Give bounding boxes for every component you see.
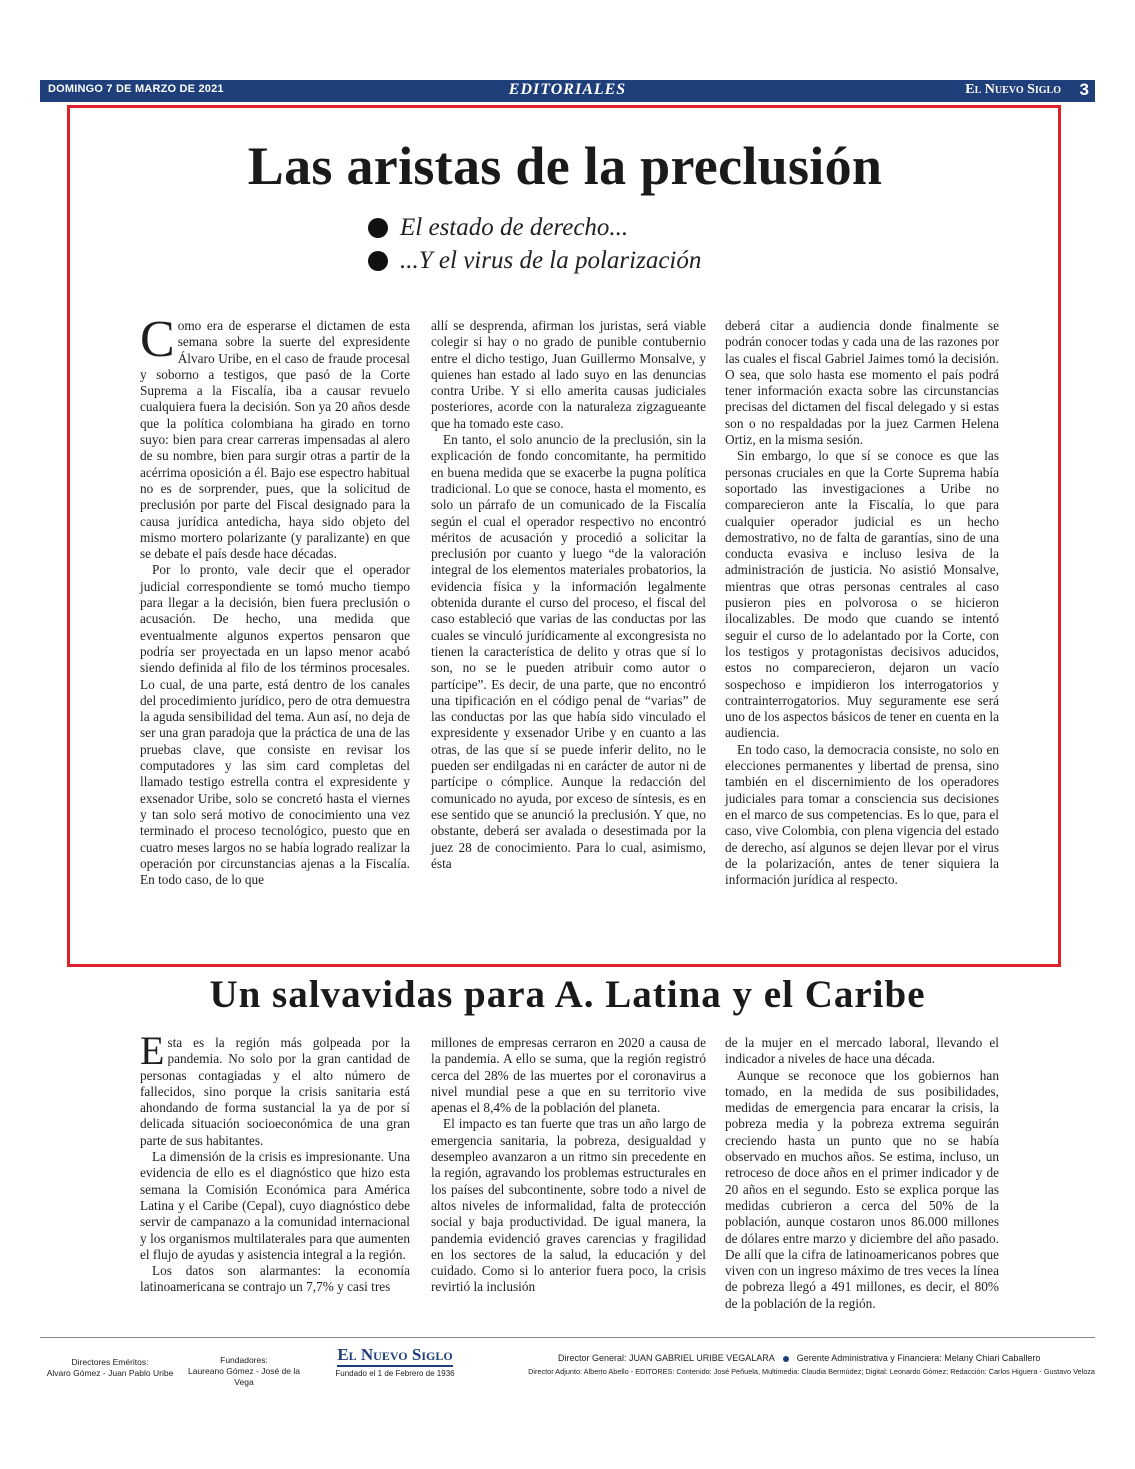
- paragraph: La dimensión de la crisis es impresionante. Una evidencia de ello es el diagnóstico que hizo esta semana la Comisión Económica para América Latina y el Caribe (Cepal), cuyo diagnóstico debe servir de campanazo a la comunidad internacional y los organismos multilaterales para que aumenten el flujo de ayudas y asistencia integral a la región.: [140, 1149, 410, 1262]
- editorial-1-column-2: [431, 318, 706, 872]
- paragraph: [140, 311, 410, 562]
- subhead-1: [368, 211, 868, 244]
- footer-emeritus: [40, 1357, 180, 1379]
- page-header: [40, 80, 1095, 102]
- footer-masthead-block: [325, 1345, 465, 1378]
- editorial-1-column-1: [140, 311, 410, 888]
- bullet-icon: [368, 218, 388, 238]
- paragraph: Los datos son alarmantes: la economía latinoamericana se contrajo un 7,7% y casi tres: [140, 1263, 410, 1295]
- paragraph: En tanto, el solo anuncio de la preclusión, sin la explicación de fondo concomitante, ha permitido en buena medida que se exacerbe la pugna política tradicional. Lo que se conoce, hasta el momento, es solo un párrafo de un comunicado de la Fiscalía según el cual el operador respectivo no encontró méritos de acusación y procedió a solicitar la preclusión por cuanto y luego “de la valoración integral de los elementos materiales probatorios, la evidencia física y la información legalmente obtenida durante el curso del proceso, el fiscal del caso estableció que varias de las conductas por las cuales se vinculó jurídicamente al excongresista no tienen la característica de delito y otras que sí lo son, no se le pueden atribuir como autor o partícipe”. Es decir, de una parte, que no encontró una tipificación en el código penal de “varias” de las conductas por las que había sido vinculado el expresidente y exsenador Uribe y en cuanto a las otras, de las que sí se puede inferir delito, no le pueden ser endilgadas ni en carácter de autor ni de partícipe o cómplice. Aunque la redacción del comunicado no ayuda, por exceso de síntesis, es en ese sentido que se anunció la preclusión. Y que, no obstante, deberá ser avalada o desestimada por la juez 28 de conocimiento. Para lo cual, asimismo, ésta: [431, 432, 706, 871]
- manager: Gerente Administrativa y Financiera: Melany Chiari Caballero: [796, 1353, 1041, 1363]
- footer: [40, 1345, 1095, 1385]
- editorial-1-title: Las aristas de la preclusión: [247, 136, 883, 196]
- footer-masthead-logo: El Nuevo Siglo: [337, 1345, 452, 1367]
- editorial-2-column-3: [725, 1035, 999, 1312]
- page-number: 3: [1079, 80, 1089, 99]
- footer-staff: [500, 1351, 1095, 1379]
- separator-dot-icon: [783, 1356, 789, 1362]
- paragraph-text: sta es la región más golpeada por la pandemia. No solo por la gran cantidad de personas contagiadas y el alto número de fallecidos, sino porque la crisis sanitaria está ahondando de forma sustancial la ya de por sí delicada situación socioeconómica de una gran parte de sus habitantes.: [140, 1035, 410, 1148]
- paragraph: [140, 1028, 410, 1149]
- editorial-1-subheads: [368, 211, 868, 277]
- section-title: EDITORIALES: [508, 81, 627, 98]
- paragraph: Sin embargo, lo que sí se conoce es que las personas cruciales en que la Corte Suprema había soportado las investigaciones a Uribe no comparecieron ante la Fiscalía, lo que para cualquier operador judicial es un hecho demostrativo, no de falta de garantías, sino de una conducta evasiva e incluso lesiva de la administración de justicia. No asistió Monsalve, mientras que otras personas centrales al caso pusieron pies en polvorosa o se hicieron ilocalizables. De modo que cuando se intentó seguir el curso de lo adelantado por la Corte, con los testigos y protagonistas decisivos aducidos, estos no comparecieron, dejaron un vacío sospechoso e impidieron los interrogatorios y contrainterrogatorios. Muy seguramente ese será uno de los aspectos básicos de tener en cuenta en la audiencia.: [725, 448, 999, 741]
- emeritus-names: Alvaro Gómez - Juan Pablo Uribe: [46, 1368, 174, 1378]
- header-date: DOMINGO 7 DE MARZO DE 2021: [48, 83, 224, 95]
- footer-rule: [40, 1337, 1095, 1338]
- subhead-2-text: ...Y el virus de la polarización: [400, 246, 702, 274]
- founders-names: Laureano Gómez - José de la Vega: [188, 1366, 300, 1387]
- editorial-2-column-1: [140, 1028, 410, 1296]
- footer-founders: [183, 1355, 305, 1388]
- dropcap: C: [140, 311, 175, 368]
- paragraph: deberá citar a audiencia donde finalmente se podrán conocer todas y cada una de las razones por las cuales el fiscal Gabriel Jaimes tomó la decisión. O sea, que solo hasta ese momento el país podrá tener información exacta sobre las circunstancias precisas del dictamen del fiscal delegado y si estas son o no respaldadas por la juez Carmen Helena Ortiz, en la misma sesión.: [725, 318, 999, 448]
- editorial-2-column-2: [431, 1035, 706, 1296]
- director-general: Director General: JUAN GABRIEL URIBE VEGALARA: [558, 1353, 775, 1363]
- founders-label: Fundadores:: [220, 1355, 268, 1365]
- dropcap: E: [140, 1028, 165, 1073]
- editorial-1-column-3: [725, 318, 999, 888]
- bullet-icon: [368, 251, 388, 271]
- paragraph: millones de empresas cerraron en 2020 a causa de la pandemia. A ello se suma, que la región registró cerca del 28% de las muertes por el coronavirus a nivel mundial pese a que en su territorio vive apenas el 8,4% de la población del planeta.: [431, 1035, 706, 1116]
- paragraph: allí se desprenda, afirman los juristas, será viable colegir si hay o no grado de punible contubernio entre el dicho testigo, Juan Guillermo Monsalve, y quienes han estado al lado suyo en las denuncias contra Uribe. Y si ello amerita causas judiciales posteriores, acorde con la naturaleza zigzagueante que ha tomado este caso.: [431, 318, 706, 431]
- subhead-2: [368, 244, 868, 277]
- editorial-2-title: Un salvavidas para A. Latina y el Caribe: [209, 973, 926, 1016]
- footer-staff-line-1: [500, 1351, 1095, 1365]
- paragraph: El impacto es tan fuerte que tras un año largo de emergencia sanitaria, la pobreza, desigualdad y desempleo avanzaron a un ritmo sin precedente en la región, agravando los problemas estructurales en los países del subcontinente, sobre todo a nivel de altos niveles de informalidad, falta de protección social y baja productividad. De igual manera, la pandemia evidenció graves carencias y fragilidad en los sectores de la salud, la educación y del cuidado. Como si lo anterior fuera poco, la crisis revirtió la inclusión: [431, 1116, 706, 1295]
- subhead-1-text: El estado de derecho...: [400, 213, 629, 241]
- header-masthead: El Nuevo Siglo: [965, 82, 1061, 97]
- paragraph: Aunque se reconoce que los gobiernos han tomado, en la medida de sus posibilidades, medidas de emergencia para encarar la crisis, la pobreza media y la pobreza extrema seguirán creciendo hasta un punto que no se había observado en muchos años. Se estima, incluso, un retroceso de doce años en el primer indicador y de 20 años en el segundo. Esto se explica porque las medidas cubrieron a cerca del 50% de la población, aunque costaron unos 86.000 millones de dólares entre marzo y diciembre del año pasado. De allí que la cifra de latinoamericanos pobres que viven con un ingreso máximo de tres veces la línea de pobreza llegó a 491 millones, es decir, el 80% de la población de la región.: [725, 1067, 999, 1311]
- footer-founded: Fundado el 1 de Febrero de 1936: [335, 1369, 455, 1378]
- paragraph: de la mujer en el mercado laboral, llevando el indicador a niveles de hace una década.: [725, 1035, 999, 1067]
- emeritus-label: Directores Eméritos:: [71, 1357, 149, 1367]
- footer-staff-line-2: Director Adjunto: Alberto Abello - EDITORES: Contenido: José Peñuela, Multimedia: Claudia Bermúdez; Digital: Leonardo Gómez; Redacción: Carlos Higuera - Gustavo Veloza: [528, 1367, 1095, 1376]
- paragraph-text: omo era de esperarse el dictamen de esta semana sobre la suerte del expresidente Álvaro Uribe, en el caso de fraude procesal y soborno a testigos, que pasó de la Corte Suprema a la Fiscalía, iba a causar revuelo cualquiera fuera la decisión. Son ya 20 años desde que la política colombiana ha girado en torno suyo: bien para crear carreras impensadas al alero de su nombre, bien para surgir otras a partir de la acérrima oposición a él. Bajo ese espectro habitual no es de sorprender, pues, que la solicitud de preclusión por parte del Fiscal designado para la causa jurídica antedicha, haya sido objeto del mismo mortero polarizante (y paralizante) en que se debate el país desde hace décadas.: [140, 318, 410, 562]
- paragraph: En todo caso, la democracia consiste, no solo en elecciones permanentes y libertad de prensa, sino también en el discernimiento de los operadores judiciales para tomar a consciencia sus decisiones en el marco de sus competencias. Es lo que, para el caso, vive Colombia, con plena vigencia del estado de derecho, así algunos se dejen llevar por el virus de la polarización, antes de tener siquiera la información jurídica al respecto.: [725, 741, 999, 888]
- paragraph: Por lo pronto, vale decir que el operador judicial correspondiente se tomó mucho tiempo para llegar a la decisión, bien fuera preclusión o acusación. De hecho, una medida que eventualmente algunos expertos pensaron que podría ser proyectada en un lapso menor acabó siendo definida al filo de los términos procesales. Lo cual, de una parte, está dentro de los canales del procedimiento jurídico, pero de otra demuestra la aguda sensibilidad del tema. Aun así, no deja de ser una gran paradoja que la práctica de una de las pruebas clave, que consiste en revisar los computadores y las sim card completas del llamado testigo estrella contra el expresidente y exsenador Uribe, solo se concretó hasta el viernes y tan solo será motivo de conocimiento una vez terminado el proceso tecnológico, puesto que en cuatro meses largos no se había logrado realizar la operación por circunstancias ajenas a la Fiscalía. En todo caso, de lo que: [140, 562, 410, 888]
